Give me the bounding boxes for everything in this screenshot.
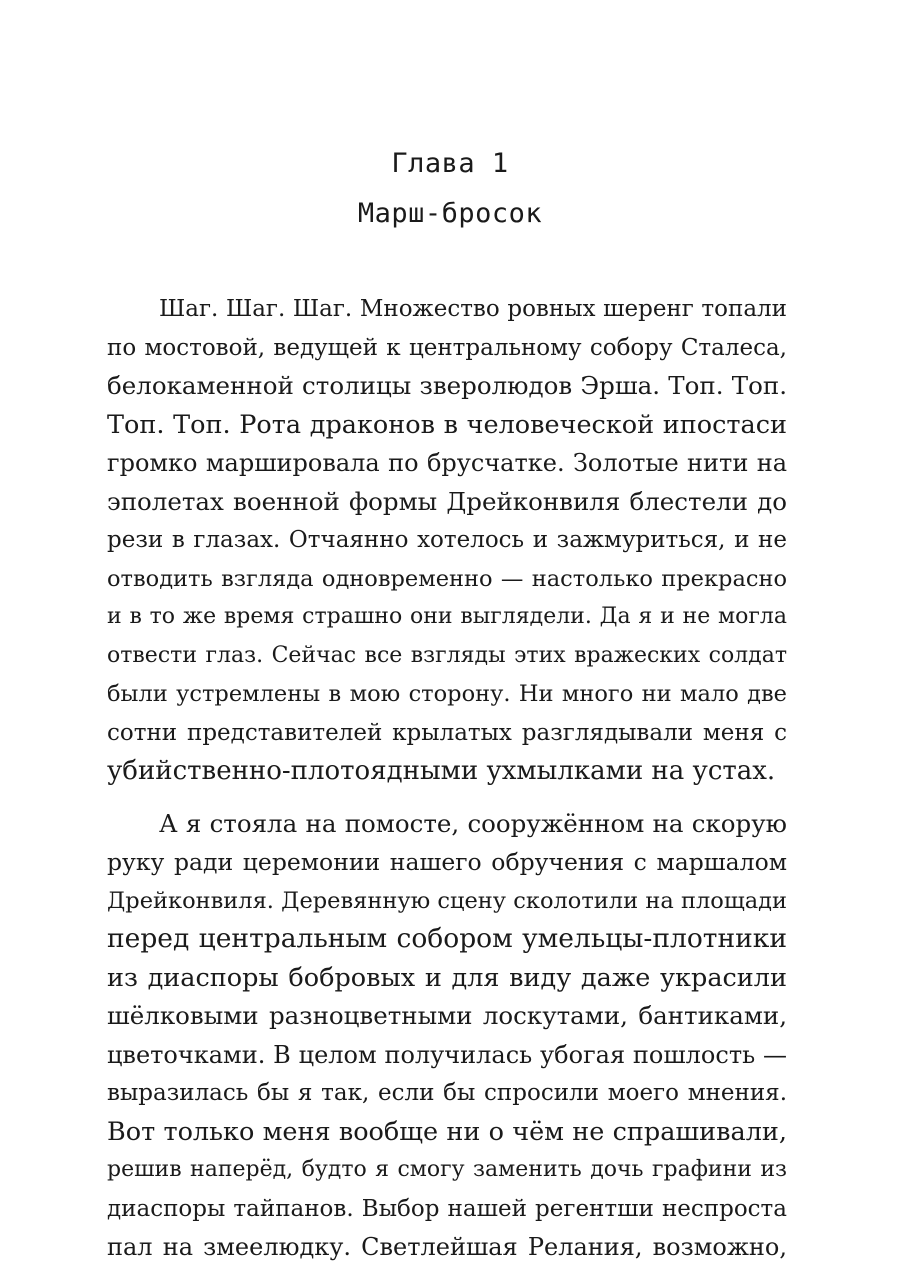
text-line: цветочками. В целом получилась убогая пошлость —: [107, 1040, 787, 1069]
text-line: по мостовой, ведущей к центральному собору Сталеса,: [107, 334, 787, 361]
text-line: перед центральным собором умельцы-плотники: [107, 923, 787, 954]
text-line: белокаменной столицы зверолюдов Эрша. Топ. Топ.: [107, 371, 787, 400]
text-line: эполетах военной формы Дрейконвиля блестели до: [107, 486, 787, 516]
text-line: убийственно-плотоядными ухмылками на устах.: [107, 756, 776, 786]
chapter-number: Глава 1: [391, 148, 509, 179]
body-text: [107, 290, 787, 1281]
text-line: шёлковыми разноцветными лоскутами, бантиками,: [107, 1001, 787, 1030]
chapter-title: Марш-бросок: [357, 198, 543, 229]
text-line: решив наперёд, будто я смогу заменить дочь графини из: [107, 1157, 787, 1182]
text-line: были устремлены в мою сторону. Ни много ни мало две: [107, 681, 787, 707]
text-line: выразилась бы я так, если бы спросили моего мнения.: [107, 1080, 787, 1106]
text-line: Шаг. Шаг. Шаг. Множество ровных шеренг топали: [159, 296, 787, 322]
text-line: сотни представителей крылатых разглядывали меня с: [107, 719, 787, 746]
text-line: Дрейконвиля. Деревянную сцену сколотили на площади: [107, 887, 787, 914]
text-line: отвести глаз. Сейчас все взгляды этих вражеских солдат: [107, 642, 787, 668]
text-line: А я стояла на помосте, сооружённом на скорую: [159, 808, 787, 838]
text-line: рези в глазах. Отчаянно хотелось и зажмуриться, и не: [107, 527, 787, 553]
paragraph-2: [107, 805, 787, 1267]
paragraph-1: [107, 290, 787, 791]
text-line: из диаспоры бобровых и для виду даже украсили: [107, 962, 787, 993]
text-line: диаспоры тайпанов. Выбор нашей регентши неспроста: [107, 1195, 787, 1222]
text-line: громко маршировала по брусчатке. Золотые нити на: [107, 449, 787, 477]
text-line: Вот только меня вообще ни о чём не спрашивали,: [107, 1116, 787, 1147]
text-line: руку ради церемонии нашего обручения с маршалом: [107, 848, 787, 876]
text-line: пал на змеелюдку. Светлейшая Релания, возможно,: [107, 1233, 787, 1261]
text-line: отводить взгляда одновременно — настолько прекрасно: [107, 565, 787, 592]
text-line: и в то же время страшно они выглядели. Да я и не могла: [107, 604, 787, 629]
text-line: Топ. Топ. Рота драконов в человеческой ипостаси: [107, 409, 787, 440]
